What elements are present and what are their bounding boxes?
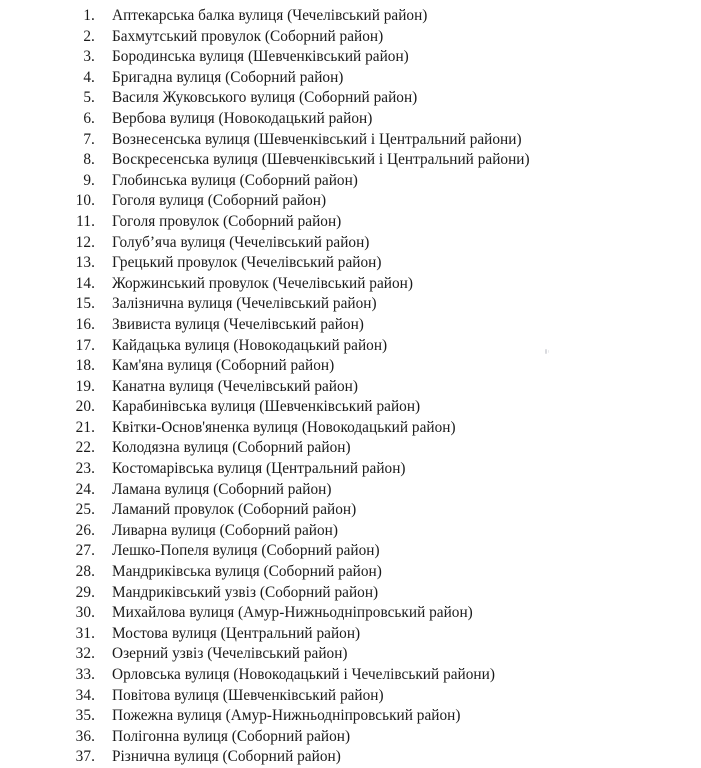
list-item	[0, 665, 701, 686]
list-item	[0, 418, 701, 439]
list-item	[0, 212, 701, 233]
list-item	[0, 233, 701, 254]
list-item-number: 20.	[75, 398, 95, 416]
list-item	[0, 644, 701, 665]
list-item	[0, 6, 701, 27]
list-item-label: Бахмутський провулок (Соборний район)	[112, 27, 384, 45]
list-item-number: 28.	[75, 563, 95, 581]
list-item-label: Мандриківська вулиця (Соборний район)	[112, 563, 382, 581]
list-item	[0, 191, 701, 212]
list-item-label: Лешко-Попеля вулиця (Соборний район)	[112, 542, 380, 560]
list-item-number: 23.	[75, 460, 95, 478]
list-item-number: 11.	[76, 212, 95, 230]
list-item-label: Колодязна вулиця (Соборний район)	[112, 439, 351, 457]
list-item-label: Аптекарська балка вулиця (Чечелівський район)	[112, 7, 428, 24]
list-item-number: 25.	[75, 501, 95, 519]
list-item	[0, 130, 701, 151]
list-item-number: 2.	[83, 27, 95, 45]
list-item-number: 22.	[75, 439, 95, 457]
list-item-number: 29.	[75, 583, 95, 601]
list-item-label: Пожежна вулиця (Амур-Нижньодніпровський район)	[112, 707, 461, 725]
list-item-label: Гоголя вулиця (Соборний район)	[112, 192, 327, 210]
list-item	[0, 109, 701, 130]
list-item	[0, 747, 701, 768]
list-item-label: Озерний узвіз (Чечелівський район)	[112, 645, 348, 663]
list-item	[0, 150, 701, 171]
list-item	[0, 541, 701, 562]
list-item-number: 14.	[75, 274, 95, 292]
list-item-label: Залізнична вулиця (Чечелівський район)	[112, 295, 377, 313]
list-item-label: Василя Жуковського вулиця (Соборний район)	[112, 89, 418, 107]
list-item-number: 10.	[75, 192, 95, 210]
list-item-label: Мостова вулиця (Центральний район)	[112, 624, 361, 642]
list-item	[0, 88, 701, 109]
list-item-number: 30.	[75, 604, 95, 622]
list-item-label: Глобинська вулиця (Соборний район)	[112, 171, 358, 189]
list-item-label: Кам'яна вулиця (Соборний район)	[112, 357, 335, 375]
list-item-label: Карабинівська вулиця (Шевченківський район)	[112, 398, 421, 416]
list-item-label: Бородинська вулиця (Шевченківський район)	[112, 48, 409, 66]
list-item-label: Орловська вулиця (Новокодацький і Чечелівський райони)	[112, 666, 495, 683]
list-item	[0, 336, 701, 357]
list-item	[0, 706, 701, 727]
list-item	[0, 47, 701, 68]
list-item-label: Воскресенська вулиця (Шевченківський і Центральний райони)	[112, 151, 530, 169]
list-item-number: 24.	[75, 480, 95, 498]
list-item-label: Квітки-Основ'яненка вулиця (Новокодацький район)	[112, 418, 456, 436]
list-item	[0, 253, 701, 274]
list-item-number: 21.	[75, 418, 95, 436]
list-item-number: 16.	[75, 315, 95, 333]
list-item-label: Вознесенська вулиця (Шевченківський і Центральний райони)	[112, 130, 522, 148]
list-item	[0, 727, 701, 748]
list-item	[0, 294, 701, 315]
list-item-label: Ламана вулиця (Соборний район)	[112, 480, 332, 498]
list-item-number: 8.	[83, 151, 95, 169]
list-item-number: 1.	[83, 7, 95, 24]
list-item-number: 9.	[83, 171, 95, 189]
list-item-number: 34.	[75, 686, 95, 704]
list-item	[0, 686, 701, 707]
list-item-label: Жоржинський провулок (Чечелівський район)	[112, 274, 413, 292]
list-item-number: 36.	[75, 727, 95, 745]
list-item	[0, 459, 701, 480]
list-item	[0, 438, 701, 459]
list-item	[0, 27, 701, 48]
list-item	[0, 356, 701, 377]
list-item-number: 15.	[75, 295, 95, 313]
list-item-label: Мандриківський узвіз (Соборний район)	[112, 583, 379, 601]
list-item-label: Канатна вулиця (Чечелівський район)	[112, 377, 358, 395]
list-item-number: 37.	[75, 748, 95, 766]
scan-artifact-speck	[545, 349, 547, 354]
list-item-label: Костомарівська вулиця (Центральний район)	[112, 460, 406, 478]
list-item-label: Бригадна вулиця (Соборний район)	[112, 68, 344, 86]
list-item	[0, 624, 701, 645]
list-item-number: 19.	[75, 377, 95, 395]
list-item-label: Ламаний провулок (Соборний район)	[112, 501, 357, 519]
list-item-label: Михайлова вулиця (Амур-Нижньодніпровський район)	[112, 604, 473, 622]
list-item-number: 4.	[83, 68, 95, 86]
list-item	[0, 583, 701, 604]
list-item	[0, 603, 701, 624]
list-item-label: Полігонна вулиця (Соборний район)	[112, 727, 351, 745]
list-item	[0, 521, 701, 542]
list-item-number: 27.	[75, 542, 95, 560]
list-item	[0, 397, 701, 418]
list-item-label: Звивиста вулиця (Чечелівський район)	[112, 315, 364, 333]
list-item-number: 35.	[75, 707, 95, 725]
list-item-number: 26.	[75, 521, 95, 539]
list-item-label: Вербова вулиця (Новокодацький район)	[112, 109, 373, 127]
list-item	[0, 480, 701, 501]
list-item-label: Грецький провулок (Чечелівський район)	[112, 254, 382, 272]
list-item-number: 31.	[75, 624, 95, 642]
list-item	[0, 500, 701, 521]
street-list	[0, 6, 701, 768]
list-item-number: 7.	[83, 130, 95, 148]
list-item-label: Гоголя провулок (Соборний район)	[112, 212, 342, 230]
list-item	[0, 274, 701, 295]
list-item-label: Ливарна вулиця (Соборний район)	[112, 521, 338, 539]
list-item-number: 6.	[83, 109, 95, 127]
list-item-number: 12.	[75, 233, 95, 251]
list-item-label: Голуб’яча вулиця (Чечелівський район)	[112, 233, 370, 251]
list-item-number: 3.	[83, 48, 95, 66]
list-item	[0, 377, 701, 398]
list-item	[0, 562, 701, 583]
list-item	[0, 171, 701, 192]
list-item-number: 13.	[75, 254, 95, 272]
list-item	[0, 315, 701, 336]
list-item-number: 17.	[75, 336, 95, 354]
list-item-number: 18.	[75, 357, 95, 375]
list-item-number: 33.	[75, 666, 95, 683]
list-item-number: 32.	[75, 645, 95, 663]
list-item-label: Різнична вулиця (Соборний район)	[112, 748, 341, 766]
list-item-label: Кайдацька вулиця (Новокодацький район)	[112, 336, 388, 354]
list-item	[0, 68, 701, 89]
list-item-number: 5.	[83, 89, 95, 107]
list-item-label: Повітова вулиця (Шевченківський район)	[112, 686, 384, 704]
